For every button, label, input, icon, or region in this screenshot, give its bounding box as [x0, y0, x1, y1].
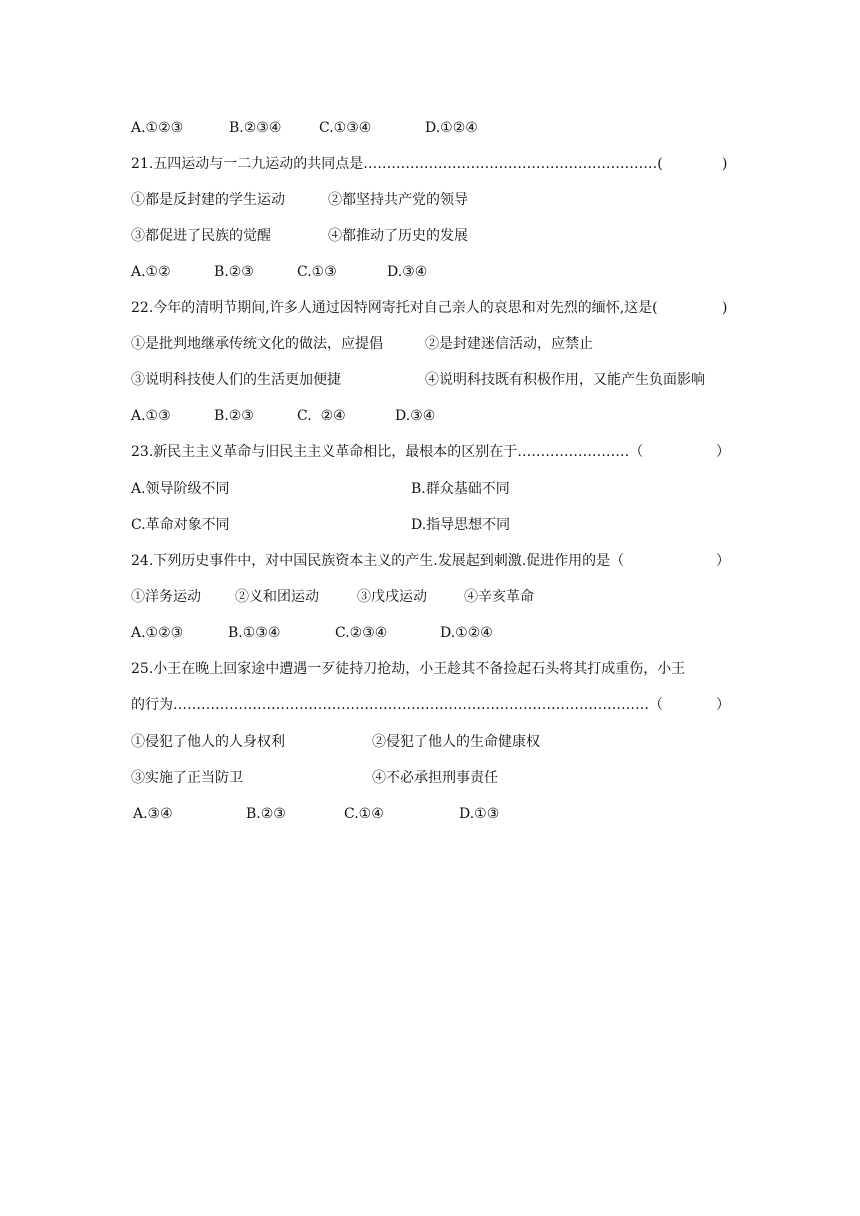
q25-stem-line2: 的行为…………………………………………………………………………………………（: [131, 697, 663, 713]
q20-option-a: A.①②③: [131, 120, 184, 136]
q22-stem: 22.今年的清明节期间,许多人通过因特网寄托对自己亲人的哀思和对先烈的缅怀,这是(: [131, 300, 658, 316]
q21-stem: 21.五四运动与一二九运动的共同点是………………………………………………………(: [131, 156, 663, 172]
q24-answer-paren-close: ）: [716, 553, 730, 569]
q23-option-b: B.群众基础不同: [411, 481, 510, 497]
q22-statement-1: ①是批判地继承传统文化的做法，应提倡: [131, 336, 383, 352]
q22-option-c: C. ②④: [297, 408, 346, 424]
q25-statement-4: ④不必承担刑事责任: [372, 770, 498, 786]
q25-stem-line1: 25.小王在晚上回家途中遭遇一歹徒持刀抢劫，小王趁其不备捡起石头将其打成重伤，小王: [131, 661, 686, 677]
q25-option-a: A.③④: [133, 806, 173, 822]
q24-stem: 24.下列历史事件中，对中国民族资本主义的产生.发展起到刺激.促进作用的是（: [131, 553, 625, 569]
q24-option-a: A.①②③: [131, 625, 184, 641]
q21-statement-2: ②都坚持共产党的领导: [328, 192, 468, 208]
q24-option-b: B.①③④: [228, 625, 281, 641]
q21-option-c: C.①③: [297, 264, 337, 280]
q22-option-a: A.①③: [131, 408, 171, 424]
q25-option-b: B.②③: [246, 806, 286, 822]
q20-option-c: C.①③④: [319, 120, 372, 136]
q21-statement-3: ③都促进了民族的觉醒: [131, 228, 271, 244]
q22-statement-3: ③说明科技使人们的生活更加便捷: [131, 372, 341, 388]
q25-statement-2: ②侵犯了他人的生命健康权: [372, 734, 540, 750]
q22-answer-paren-close: ): [722, 300, 728, 316]
q24-statement-2: ②义和团运动: [235, 589, 319, 605]
q23-stem: 23.新民主主义革命与旧民主主义革命相比，最根本的区别在于……………………（: [131, 444, 644, 460]
q24-statement-3: ③戊戌运动: [357, 589, 427, 605]
q25-options: [131, 805, 500, 895]
q24-statement-4: ④辛亥革命: [464, 589, 534, 605]
q21-answer-paren-close: ): [722, 156, 728, 172]
q20-option-b: B.②③④: [229, 120, 282, 136]
q21-option-d: D.③④: [387, 264, 428, 280]
q22-option-b: B.②③: [214, 408, 254, 424]
q22-statement-2: ②是封建迷信活动，应禁止: [425, 336, 593, 352]
q21-statement-4: ④都推动了历史的发展: [328, 228, 468, 244]
q25-option-c: C.①④: [344, 806, 384, 822]
q22-statement-4: ④说明科技既有积极作用，又能产生负面影响: [425, 372, 705, 388]
q21-statement-1: ①都是反封建的学生运动: [131, 192, 285, 208]
q23-option-d: D.指导思想不同: [411, 517, 511, 533]
q20-option-d: D.①②④: [425, 120, 478, 136]
q24-statement-1: ①洋务运动: [131, 589, 201, 605]
q21-option-b: B.②③: [214, 264, 254, 280]
q25-statement-1: ①侵犯了他人的人身权利: [131, 734, 285, 750]
q25-option-d: D.①③: [459, 806, 500, 822]
q21-option-a: A.①②: [131, 264, 171, 280]
q22-option-d: D.③④: [395, 408, 436, 424]
q25-answer-paren-close: ）: [716, 697, 730, 713]
q25-statement-3: ③实施了正当防卫: [131, 770, 243, 786]
q24-option-d: D.①②④: [440, 625, 493, 641]
q23-answer-paren-close: ）: [716, 444, 730, 460]
q24-option-c: C.②③④: [335, 625, 388, 641]
q23-option-a: A.领导阶级不同: [131, 481, 230, 497]
q23-option-c: C.革命对象不同: [131, 517, 230, 533]
